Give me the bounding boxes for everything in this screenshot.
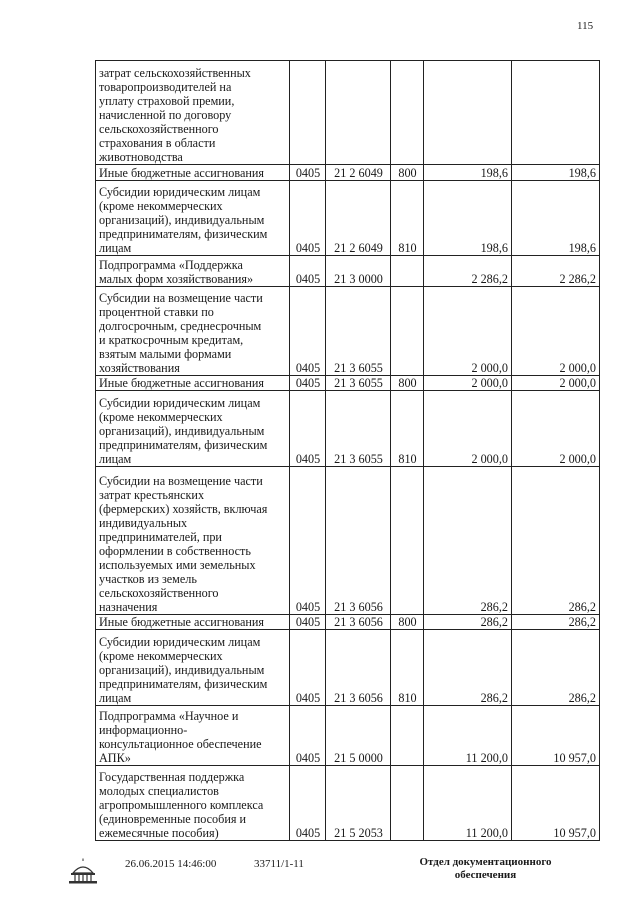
table-row [96, 630, 600, 706]
row-section: 0405 [290, 706, 326, 766]
row-sum-1: 198,6 [424, 181, 512, 256]
table-row [96, 467, 600, 615]
row-article: 21 3 6056 [326, 467, 391, 615]
row-type: 810 [391, 630, 424, 706]
page-footer [0, 856, 640, 901]
row-sum-2: 2 000,0 [512, 287, 600, 376]
row-sum-1: 11 200,0 [424, 766, 512, 841]
row-name: затрат сельскохозяйственных товаропроизводителей на уплату страховой премии, начисленной по договору сельскохозяйственного страхования в области животноводства [96, 61, 290, 165]
row-sum-2: 10 957,0 [512, 766, 600, 841]
row-type: 810 [391, 391, 424, 467]
row-sum-1: 286,2 [424, 630, 512, 706]
row-sum-2: 2 000,0 [512, 376, 600, 391]
row-sum-1 [424, 61, 512, 165]
row-article: 21 3 6055 [326, 376, 391, 391]
row-type: 800 [391, 376, 424, 391]
row-type: 800 [391, 165, 424, 181]
row-name: Иные бюджетные ассигнования [96, 165, 290, 181]
row-sum-1: 2 000,0 [424, 391, 512, 467]
table-row [96, 706, 600, 766]
row-sum-1: 2 286,2 [424, 256, 512, 287]
row-section [290, 61, 326, 165]
row-article: 21 2 6049 [326, 181, 391, 256]
row-type [391, 287, 424, 376]
row-name: Подпрограмма «Поддержка малых форм хозяйствования» [96, 256, 290, 287]
row-sum-2: 2 286,2 [512, 256, 600, 287]
table-row [96, 61, 600, 165]
row-section: 0405 [290, 630, 326, 706]
table-row [96, 391, 600, 467]
row-name: Субсидии на возмещение части процентной ставки по долгосрочным, среднесрочным и краткосрочным кредитам, взятым малыми формами хозяйствования [96, 287, 290, 376]
table-row [96, 615, 600, 630]
row-section: 0405 [290, 615, 326, 630]
row-sum-2: 286,2 [512, 630, 600, 706]
row-sum-2: 286,2 [512, 467, 600, 615]
table-row [96, 256, 600, 287]
row-section: 0405 [290, 287, 326, 376]
row-type [391, 256, 424, 287]
page-number: 115 [577, 20, 594, 32]
footer-department: Отдел документационного обеспечения [419, 856, 552, 881]
row-sum-1: 286,2 [424, 615, 512, 630]
table-row [96, 766, 600, 841]
row-article: 21 3 6056 [326, 630, 391, 706]
footer-doc-number: 33711/1-11 [254, 858, 304, 870]
row-sum-2: 10 957,0 [512, 706, 600, 766]
row-section: 0405 [290, 181, 326, 256]
row-sum-1: 2 000,0 [424, 287, 512, 376]
row-article: 21 3 6055 [326, 391, 391, 467]
row-name: Государственная поддержка молодых специалистов агропромышленного комплекса (единовременные пособия и ежемесячные пособия) [96, 766, 290, 841]
row-type: 810 [391, 181, 424, 256]
row-sum-2: 198,6 [512, 181, 600, 256]
row-name: Иные бюджетные ассигнования [96, 376, 290, 391]
row-section: 0405 [290, 391, 326, 467]
row-article: 21 3 6056 [326, 615, 391, 630]
row-type [391, 467, 424, 615]
row-type [391, 706, 424, 766]
row-article: 21 3 0000 [326, 256, 391, 287]
row-section: 0405 [290, 467, 326, 615]
row-sum-2: 198,6 [512, 165, 600, 181]
table-row [96, 287, 600, 376]
row-name: Субсидии юридическим лицам (кроме некоммерческих организаций), индивидуальным предпринимателям, физическим лицам [96, 181, 290, 256]
table-row [96, 165, 600, 181]
row-sum-2 [512, 61, 600, 165]
row-type [391, 766, 424, 841]
row-section: 0405 [290, 256, 326, 287]
budget-table [95, 60, 600, 841]
row-sum-1: 286,2 [424, 467, 512, 615]
row-sum-2: 2 000,0 [512, 391, 600, 467]
row-name: Подпрограмма «Научное и информационно- консультационное обеспечение АПК» [96, 706, 290, 766]
row-name: Субсидии юридическим лицам (кроме некоммерческих организаций), индивидуальным предпринимателям, физическим лицам [96, 391, 290, 467]
table-row [96, 376, 600, 391]
row-name: Субсидии юридическим лицам (кроме некоммерческих организаций), индивидуальным предпринимателям, физическим лицам [96, 630, 290, 706]
row-article: 21 5 2053 [326, 766, 391, 841]
row-section: 0405 [290, 165, 326, 181]
row-name: Иные бюджетные ассигнования [96, 615, 290, 630]
dome-building-emblem-icon [67, 858, 99, 886]
row-type [391, 61, 424, 165]
footer-datetime: 26.06.2015 14:46:00 [125, 858, 217, 870]
row-sum-1: 11 200,0 [424, 706, 512, 766]
row-article: 21 5 0000 [326, 706, 391, 766]
row-article: 21 2 6049 [326, 165, 391, 181]
row-section: 0405 [290, 376, 326, 391]
row-sum-2: 286,2 [512, 615, 600, 630]
row-article: 21 3 6055 [326, 287, 391, 376]
row-sum-1: 2 000,0 [424, 376, 512, 391]
row-sum-1: 198,6 [424, 165, 512, 181]
table-row [96, 181, 600, 256]
row-section: 0405 [290, 766, 326, 841]
row-name: Субсидии на возмещение части затрат крестьянских (фермерских) хозяйств, включая индивидуальных предпринимателей, при оформлении в собственность используемых ими земельных участков из земель сельскохозяйственного назначения [96, 467, 290, 615]
row-type: 800 [391, 615, 424, 630]
row-article [326, 61, 391, 165]
